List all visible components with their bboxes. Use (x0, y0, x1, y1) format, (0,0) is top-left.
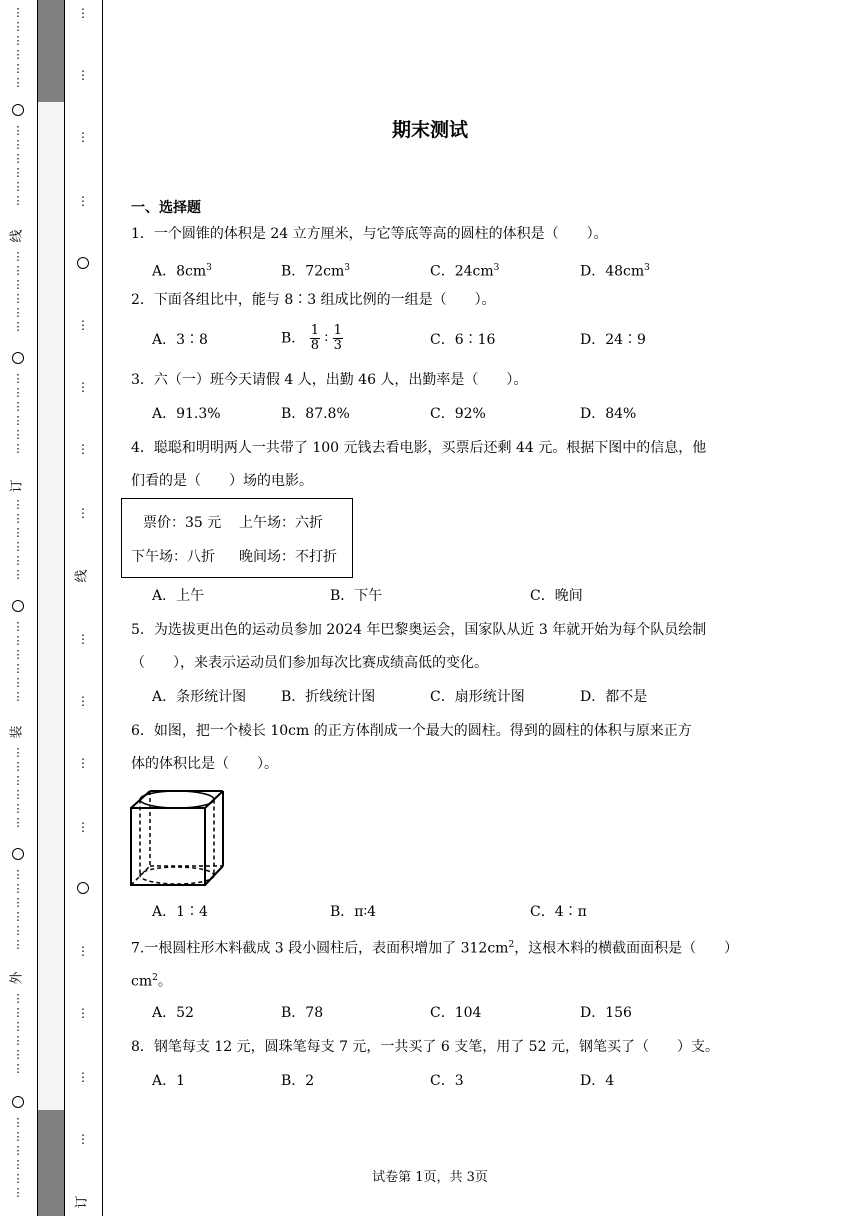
dot-mark: ⋮ (77, 442, 89, 456)
binding-strip-bottom (38, 1110, 64, 1216)
fraction-one-third: $\frac{1}{3}$ (333, 323, 342, 353)
circle-mark (0, 352, 36, 367)
circle-mark (64, 257, 102, 272)
question-8-option-b: B．2 (281, 1073, 315, 1089)
question-5-option-c: C．扇形统计图 (430, 689, 525, 705)
binding-strip-middle (38, 102, 64, 1110)
afternoon-discount-text: 下午场：八折 (131, 549, 215, 565)
question-6-option-b: B．π∶4 (330, 904, 377, 920)
question-1-option-b: B．$72cm^3$ (281, 263, 350, 280)
binding-label-zhuang: 装 (9, 725, 25, 739)
dot-mark: ⋮ (77, 380, 89, 394)
dot-leader: ⋮ ⋮ ⋮ ⋮ ⋮ ⋮ (12, 124, 24, 207)
dot-leader: ⋮ ⋮ ⋮ ⋮ ⋮ ⋮ (12, 868, 24, 951)
dot-leader: ⋮ ⋮ ⋮ ⋮ ⋮ ⋮ (12, 498, 24, 581)
page-title: 期末测试 (391, 119, 468, 141)
question-5-option-d: D．都不是 (580, 689, 648, 705)
question-8-option-c: C．3 (430, 1073, 464, 1089)
dot-mark: ⋮ (77, 820, 89, 834)
question-1-stem: 1．一个圆锥的体积是 24 立方厘米，与它等底等高的圆柱的体积是（ ）。 (131, 226, 608, 242)
dot-leader: ⋮ ⋮ ⋮ ⋮ ⋮ ⋮ (12, 6, 24, 89)
dot-mark: ⋮ (77, 318, 89, 332)
question-2-option-b: B． $\frac{1}{8}$ ∶ $\frac{1}{3}$ (281, 323, 342, 353)
question-3-option-b: B．87.8% (281, 406, 350, 422)
dot-mark: ⋮ (77, 6, 89, 20)
question-3-option-c: C．92% (430, 406, 486, 422)
question-2-option-c: C．6∶16 (430, 332, 496, 348)
question-3-option-d: D．84% (580, 406, 637, 422)
question-4-option-a: A．上午 (152, 588, 205, 604)
dot-mark: ⋮ (77, 506, 89, 520)
binding-strip (37, 0, 65, 1216)
question-7-stem-line2: $cm^2$。 (131, 973, 172, 990)
binding-label-ding-inner: 订 (74, 1195, 90, 1209)
dot-mark: ⋮ (77, 130, 89, 144)
question-5-option-a: A．条形统计图 (152, 689, 247, 705)
question-7-option-d: D．156 (580, 1005, 632, 1021)
question-1-option-a: A．$8cm^3$ (152, 263, 212, 280)
ticket-price-text: 票价：35 元 (143, 515, 222, 531)
question-7-option-a: A．52 (152, 1005, 194, 1021)
question-7-option-b: B．78 (281, 1005, 324, 1021)
dot-leader: ⋮ ⋮ ⋮ ⋮ ⋮ ⋮ (12, 620, 24, 703)
question-4-option-b: B．下午 (330, 588, 383, 604)
cube-with-cylinder-figure (128, 788, 228, 888)
question-5-stem-line1: 5．为选拔更出色的运动员参加 2024 年巴黎奥运会，国家队从近 3 年就开始为每个队员绘制 (131, 622, 707, 638)
question-5-stem-line2: （ ），来表示运动员们参加每次比赛成绩高低的变化。 (131, 655, 488, 671)
circle-mark (64, 882, 102, 897)
question-1-option-c: C．$24cm^3$ (430, 263, 500, 280)
question-3-option-a: A．91.3% (152, 406, 221, 422)
dot-mark: ⋮ (77, 68, 89, 82)
dot-leader: ⋮ ⋮ ⋮ ⋮ ⋮ ⋮ (12, 992, 24, 1075)
dot-mark: ⋮ (77, 1070, 89, 1084)
binding-label-xian: 线 (9, 229, 25, 243)
section-heading: 一、选择题 (131, 200, 201, 216)
question-2-option-d: D．24∶9 (580, 332, 646, 348)
dot-mark: ⋮ (77, 1006, 89, 1020)
question-6-option-a: A．1∶4 (152, 904, 208, 920)
circle-mark (0, 1096, 36, 1111)
dot-mark: ⋮ (77, 694, 89, 708)
page-footer: 试卷第 1页，共 3页 (372, 1170, 488, 1185)
binding-strip-top (38, 0, 64, 102)
question-5-option-b: B．折线统计图 (281, 689, 376, 705)
binding-label-wai: 外 (9, 971, 25, 985)
morning-discount-text: 上午场：六折 (239, 515, 323, 531)
question-2-option-a: A．3∶8 (152, 332, 208, 348)
dot-mark: ⋮ (77, 944, 89, 958)
question-3-stem: 3．六（一）班今天请假 4 人，出勤 46 人，出勤率是（ ）。 (131, 372, 528, 388)
question-4-stem-line2: 们看的是（ ）场的电影。 (131, 473, 313, 489)
question-7-stem-line1: 7.一根圆柱形木料截成 3 段小圆柱后，表面积增加了 $312cm^2$，这根木料的横截面面积是（ ） (131, 940, 739, 957)
question-4-option-c: C．晚间 (530, 588, 583, 604)
question-6-stem-line2: 体的体积比是（ ）。 (131, 756, 278, 772)
ticket-price-box (121, 498, 353, 578)
binding-label-ding: 订 (9, 479, 25, 493)
dot-leader: ⋮ ⋮ ⋮ ⋮ ⋮ ⋮ (12, 250, 24, 333)
outer-binding-margin (0, 0, 36, 1216)
dot-leader: ⋮ ⋮ ⋮ ⋮ ⋮ ⋮ (12, 1116, 24, 1199)
binding-label-xian-inner: 线 (74, 569, 90, 583)
evening-discount-text: 晚间场：不打折 (239, 549, 337, 565)
question-7-option-c: C．104 (430, 1005, 482, 1021)
dot-leader: ⋮ ⋮ ⋮ ⋮ ⋮ ⋮ (12, 372, 24, 455)
circle-mark (0, 848, 36, 863)
question-6-stem-line1: 6．如图，把一个棱长 10cm 的正方体削成一个最大的圆柱。得到的圆柱的体积与原来正方 (131, 723, 692, 739)
question-6-option-c: C．4∶π (530, 904, 587, 920)
question-4-stem-line1: 4．聪聪和明明两人一共带了 100 元钱去看电影，买票后还剩 44 元。根据下图中的信息，他 (131, 440, 707, 456)
question-1-option-d: D．$48cm^3$ (580, 263, 650, 280)
dot-leader: ⋮ ⋮ ⋮ ⋮ ⋮ ⋮ (12, 746, 24, 829)
question-8-option-d: D．4 (580, 1073, 615, 1089)
circle-mark (0, 600, 36, 615)
dot-mark: ⋮ (77, 1132, 89, 1146)
fraction-one-eighth: $\frac{1}{8}$ (310, 323, 320, 353)
question-8-option-a: A．1 (152, 1073, 186, 1089)
dot-mark: ⋮ (77, 756, 89, 770)
question-8-stem: 8．钢笔每支 12 元，圆珠笔每支 7 元，一共买了 6 支笔，用了 52 元，钢笔买了（ ）支。 (131, 1039, 719, 1055)
dot-mark: ⋮ (77, 194, 89, 208)
dot-mark: ⋮ (77, 632, 89, 646)
inner-binding-margin (64, 0, 103, 1216)
question-2-stem: 2．下面各组比中，能与 8∶3 组成比例的一组是（ ）。 (131, 292, 496, 308)
